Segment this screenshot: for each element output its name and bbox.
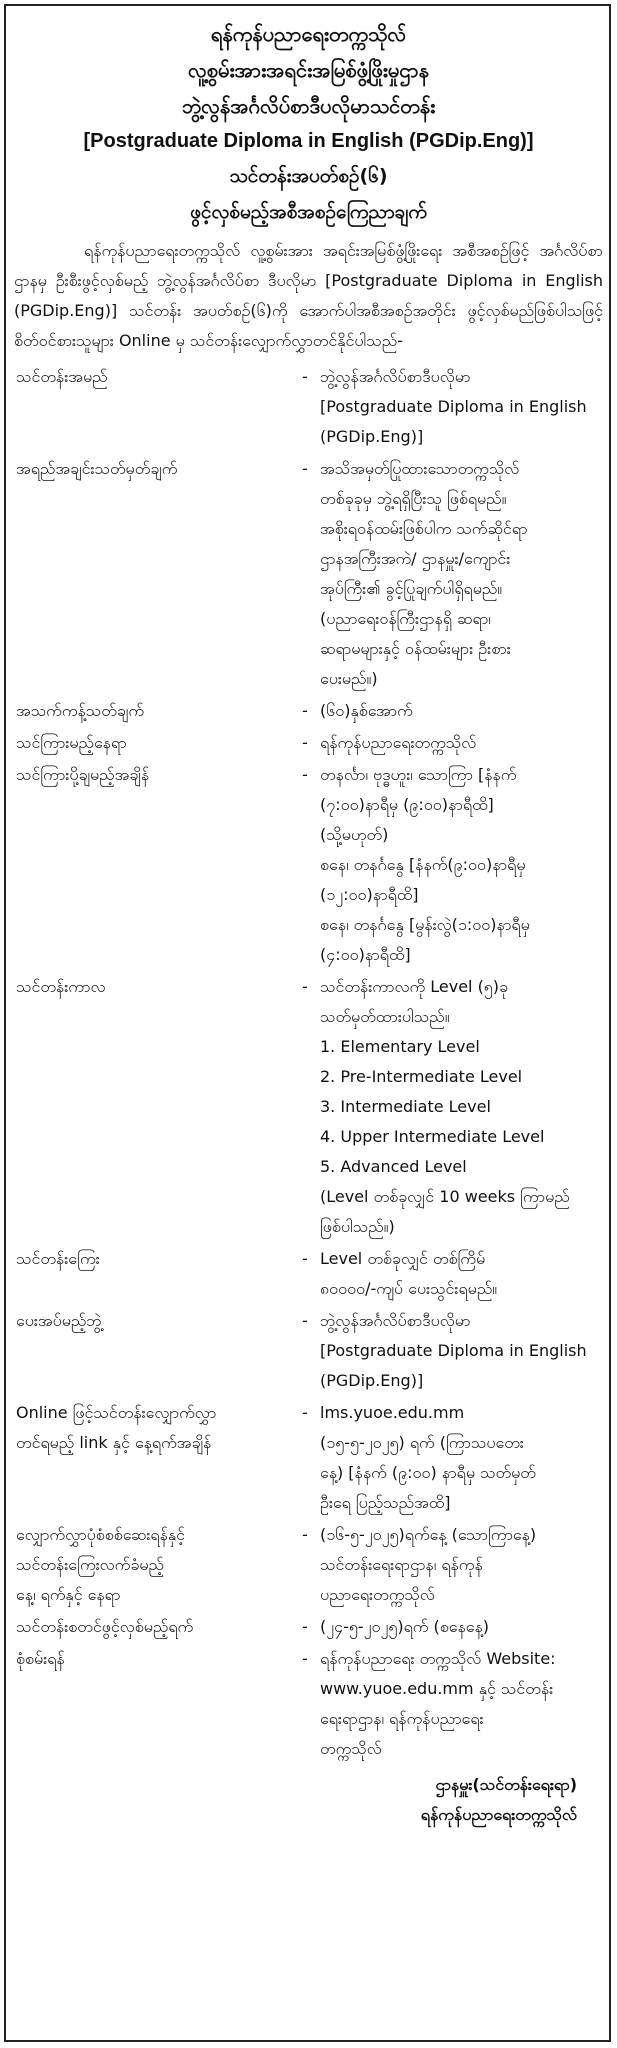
detail-value-line: (၁၅-၅-၂၀၂၅) ရက် (ကြာသပတေး xyxy=(320,1433,524,1452)
announcement-title: ဖွင့်လှစ်မည့်အစီအစဉ်ကြေညာချက် xyxy=(190,201,427,223)
detail-value-line: အုပ်ကြီး၏ ခွင့်ပြုချက်ပါရှိရမည်။ xyxy=(320,579,503,598)
detail-value-line: အစိုးရဝန်ထမ်းဖြစ်ပါက သက်ဆိုင်ရာ xyxy=(320,519,528,538)
detail-label-line: သင်တန်းအမည် xyxy=(16,367,108,386)
detail-label-line: Online ဖြင့်သင်တန်းလျှောက်လွှာ xyxy=(16,1403,217,1422)
detail-value-line: 4. Upper Intermediate Level xyxy=(320,1127,545,1146)
detail-value-line: နေ့) [နံနက် (၉:၀၀) နာရီမှ သတ်မှတ် xyxy=(320,1463,536,1482)
course-batch: သင်တန်းအပတ်စဉ်(၆) xyxy=(229,165,388,187)
detail-dash: - xyxy=(302,1649,308,1668)
detail-value-line: (၆၀)နှစ်အောက် xyxy=(320,701,413,720)
detail-label-line: သင်ကြားမည့်နေရာ xyxy=(16,733,127,752)
detail-value-line: ရန်ကုန်ပညာရေးတက္ကသိုလ် xyxy=(320,733,477,752)
detail-dash: - xyxy=(302,367,308,386)
detail-value-line: ရေးရာဌာန၊ ရန်ကုန်ပညာရေး xyxy=(320,1709,484,1728)
detail-value-line: (၁၂:၀၀)နာရီထိ] xyxy=(320,885,419,904)
detail-value-line: သတ်မှတ်ထားပါသည်။ xyxy=(320,1007,450,1026)
detail-value-line: 5. Advanced Level xyxy=(320,1157,467,1176)
detail-label-line: သင်တန်းကြေး xyxy=(16,1249,100,1268)
course-title-en: [Postgraduate Diploma in English (PGDip.Eng)] xyxy=(83,130,534,152)
detail-dash: - xyxy=(302,1311,308,1330)
course-title-mm: ဘွဲ့လွန်အင်္ဂလိပ်စာဒီပလိုမာသင်တန်း xyxy=(181,94,436,118)
detail-value-line: ဦးရေ ပြည့်သည်အထိ] xyxy=(320,1493,451,1512)
detail-dash: - xyxy=(302,733,308,752)
detail-value-line: ပေးမည်။) xyxy=(320,669,378,688)
detail-dash: - xyxy=(302,977,308,996)
detail-label-line: သင်ကြားပို့ချမည့်အချိန် xyxy=(16,765,150,784)
detail-value-line: (Level တစ်ခုလျှင် 10 weeks ကြာမည် xyxy=(320,1187,570,1206)
detail-value-line: တနင်္လာ၊ ဗုဒ္ဓဟူး၊ သောကြာ [နံနက် xyxy=(320,765,517,784)
detail-value-line: ဖြစ်ပါသည်။) xyxy=(320,1217,395,1236)
detail-value-line: (ပညာရေးဝန်ကြီးဌာနရှိ ဆရာ၊ xyxy=(320,609,491,628)
detail-value-line: ပညာရေးတက္ကသိုလ် xyxy=(320,1585,435,1604)
detail-value-line: စနေ၊ တနင်္ဂနွေ [မွန်းလွဲ(၁:၀၀)နာရီမှ xyxy=(320,915,530,934)
detail-value-line: စနေ၊ တနင်္ဂနွေ [နံနက်(၉:၀၀)နာရီမှ xyxy=(320,855,526,874)
detail-value-line: အသိအမှတ်ပြုထားသောတက္ကသိုလ် xyxy=(320,459,520,478)
detail-label-line: ပေးအပ်မည့်ဘွဲ့ xyxy=(16,1311,102,1330)
detail-value-line: [Postgraduate Diploma in English xyxy=(320,397,587,416)
detail-value-line: (၄:၀၀)နာရီထိ] xyxy=(320,945,411,964)
detail-label-line: လျှောက်လွှာပုံစံစစ်ဆေးရန်နှင့် xyxy=(16,1525,185,1544)
detail-dash: - xyxy=(302,1525,308,1544)
detail-value-line: ဘွဲ့လွန်အင်္ဂလိပ်စာဒီပလိုမာ xyxy=(320,367,471,386)
university-name: ရန်ကုန်ပညာရေးတက္ကသိုလ် xyxy=(210,22,407,46)
detail-dash: - xyxy=(302,701,308,720)
detail-value-line: ဌာနအကြီးအကဲ/ ဌာနမှူး/ကျောင်း xyxy=(320,549,511,568)
signature-title: ဌာနမှူး(သင်တန်းရေးရာ) xyxy=(435,1775,577,1794)
detail-dash: - xyxy=(302,1617,308,1636)
page-border xyxy=(4,4,611,2042)
detail-value-line: lms.yuoe.edu.mm xyxy=(320,1403,465,1422)
detail-value-line: (PGDip.Eng)] xyxy=(320,427,424,446)
detail-value-line: 1. Elementary Level xyxy=(320,1037,480,1056)
detail-label-line: နေ့၊ ရက်နှင့် နေရာ xyxy=(16,1585,121,1604)
signature-org: ရန်ကုန်ပညာရေးတက္ကသိုလ် xyxy=(420,1805,577,1824)
detail-value-line: (၂၄-၅-၂၀၂၅)ရက် (စနေနေ့) xyxy=(320,1617,489,1636)
intro-paragraph: ရန်ကုန်ပညာရေးတက္ကသိုလ် လူ့စွမ်းအား အရင်းအမြစ်ဖွံ့ဖြိုးရေး အစီအစဉ်ဖြင့် အင်္ဂလိပ်စာဌာနမှ ဦးစီးဖွင့်လှစ်မည့် ဘွဲ့လွန်အင်္ဂလိပ်စာ ဒီပလိုမာ [Postgraduate Diploma in English (PGDip.Eng)] သင်တန်း အပတ်စဉ်(၆)ကို အောက်ပါအစီအစဉ်အတိုင်း ဖွင့်လှစ်မည်ဖြစ်ပါသဖြင့် စိတ်ဝင်စားသူများ Online မှ သင်တန်းလျှောက်လွှာတင်နိုင်ပါသည်- xyxy=(14,241,603,350)
detail-value-line: ဘွဲ့လွန်အင်္ဂလိပ်စာဒီပလိုမာ xyxy=(320,1311,471,1330)
detail-value-line: [Postgraduate Diploma in English xyxy=(320,1341,587,1360)
detail-value-line: သင်တန်းရေးရာဌာန၊ ရန်ကုန် xyxy=(320,1555,483,1574)
detail-value-line: Level တစ်ခုလျှင် တစ်ကြိမ် xyxy=(320,1249,486,1268)
detail-value-line: (PGDip.Eng)] xyxy=(320,1371,424,1390)
detail-label-line: စုံစမ်းရန် xyxy=(16,1649,65,1668)
detail-value-line: (၁၆-၅-၂၀၂၅)ရက်နေ့ (သောကြာနေ့) xyxy=(320,1525,537,1544)
detail-value-line: (၇:၀၀)နာရီမှ (၉:၀၀)နာရီထိ] xyxy=(320,795,494,814)
detail-dash: - xyxy=(302,1403,308,1422)
detail-value-line: သင်တန်းကာလကို Level (၅)ခု xyxy=(320,977,509,996)
detail-label-line: သင်တန်းကြေးလက်ခံမည့် xyxy=(16,1555,164,1574)
detail-value-line: (သို့မဟုတ်) xyxy=(320,825,389,844)
detail-value-line: 3. Intermediate Level xyxy=(320,1097,491,1116)
detail-value-line: 2. Pre-Intermediate Level xyxy=(320,1067,523,1086)
detail-value-line: www.yuoe.edu.mm နှင့် သင်တန်း xyxy=(320,1679,554,1698)
detail-dash: - xyxy=(302,1249,308,1268)
detail-value-line: ရန်ကုန်ပညာရေး တက္ကသိုလ် Website: xyxy=(320,1649,556,1668)
detail-dash: - xyxy=(302,459,308,478)
detail-value-line: တက္ကသိုလ် xyxy=(320,1739,382,1758)
detail-value-line: တစ်ခုခုမှ ဘွဲ့ရရှိပြီးသူ ဖြစ်ရမည်။ xyxy=(320,489,507,508)
detail-label-line: သင်တန်းကာလ xyxy=(16,977,106,996)
department-name: လူ့စွမ်းအားအရင်းအမြစ်ဖွံ့ဖြိုးမှုဌာန xyxy=(188,58,429,82)
detail-label-line: သင်တန်းစတင်ဖွင့်လှစ်မည့်ရက် xyxy=(16,1617,194,1636)
detail-label-line: အသက်ကန့်သတ်ချက် xyxy=(16,701,144,720)
detail-label-line: အရည်အချင်းသတ်မှတ်ချက် xyxy=(16,459,178,478)
detail-dash: - xyxy=(302,765,308,784)
detail-label-line: တင်ရမည့် link နှင့် နေ့ရက်အချိန် xyxy=(16,1433,212,1452)
detail-value-line: ၈၀၀၀၀/-ကျပ် ပေးသွင်းရမည်။ xyxy=(320,1279,498,1298)
detail-value-line: ဆရာမများနှင့် ဝန်ထမ်းများ ဦးစား xyxy=(320,639,511,658)
